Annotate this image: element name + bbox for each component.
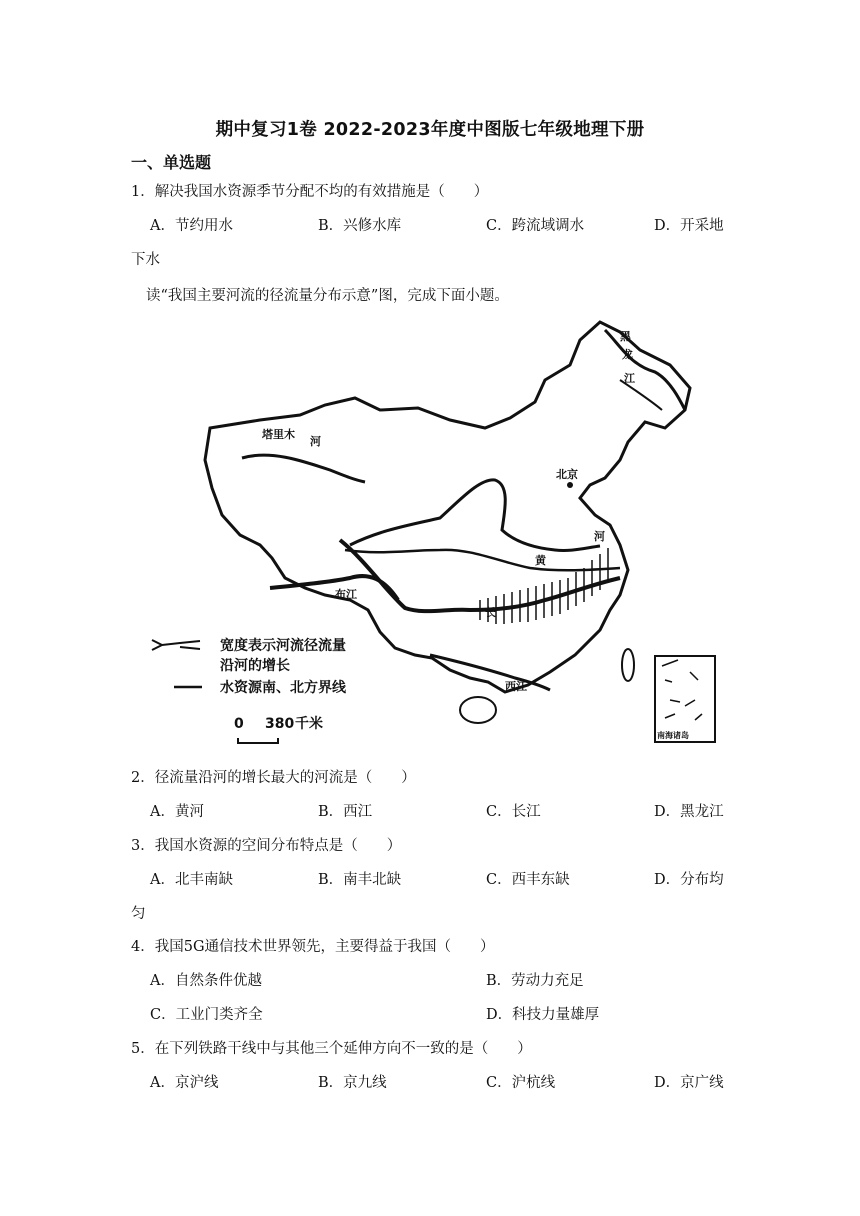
q4-option-b[interactable]: B．劳动力充足 [486, 973, 584, 989]
inset-label: 南海诸岛 [657, 731, 689, 740]
q4-option-c[interactable]: C．工业门类齐全 [150, 1007, 263, 1023]
q1-option-d[interactable]: D．开采地 [654, 218, 724, 234]
label-heilong-2: 龙 [622, 348, 633, 361]
q3-option-b[interactable]: B．南丰北缺 [318, 872, 402, 888]
legend-width-text-2: 沿河的增长 [220, 658, 290, 674]
china-map-figure [150, 310, 730, 750]
label-huang-he: 河 [594, 530, 605, 543]
taiwan-island [622, 649, 634, 681]
question-2-stem: 2．径流量沿河的增长最大的河流是（ ） [131, 770, 416, 786]
legend-width-text: 宽度表示河流径流量 [220, 638, 346, 654]
hainan-island [460, 697, 496, 723]
inset-frame [655, 656, 715, 742]
section-heading: 一、单选题 [131, 153, 212, 172]
label-beijing: 北京 [556, 468, 578, 481]
q1-option-b[interactable]: B．兴修水库 [318, 218, 402, 234]
page-title: 期中复习1卷 2022-2023年度中图版七年级地理下册 [215, 120, 645, 140]
q3-option-d[interactable]: D．分布均 [654, 872, 724, 888]
scale-value: 380 [265, 716, 295, 732]
map-legend [152, 637, 347, 743]
q5-option-d[interactable]: D．京广线 [654, 1075, 724, 1091]
q4-option-d[interactable]: D．科技力量雄厚 [486, 1007, 600, 1023]
river-runoff-map [150, 310, 730, 750]
q1-option-c[interactable]: C．跨流域调水 [486, 218, 585, 234]
q1-option-a[interactable]: A．节约用水 [150, 218, 233, 234]
question-4-stem: 4．我国5G通信技术世界领先，主要得益于我国（ ） [131, 939, 495, 955]
label-heilong-3: 江 [624, 372, 635, 385]
q3-option-a[interactable]: A．北丰南缺 [150, 872, 233, 888]
question-1-stem: 1．解决我国水资源季节分配不均的有效措施是（ ） [131, 184, 489, 200]
question-5-stem: 5．在下列铁路干线中与其他三个延伸方向不一致的是（ ） [131, 1041, 532, 1057]
q4-option-a[interactable]: A．自然条件优越 [150, 973, 262, 989]
q5-option-c[interactable]: C．沪杭线 [486, 1075, 556, 1091]
south-china-sea-inset [655, 656, 715, 742]
label-xijiang: 西江 [505, 680, 527, 693]
tarim-river [242, 455, 365, 482]
q2-option-a[interactable]: A．黄河 [150, 804, 204, 820]
china-outline [205, 322, 690, 692]
scale-unit: 千米 [295, 716, 323, 732]
label-chang: 长 [485, 606, 496, 619]
question-3-stem: 3．我国水资源的空间分布特点是（ ） [131, 838, 402, 854]
label-yarlung: 布江 [335, 588, 357, 601]
label-heilong-1: 黑 [620, 330, 631, 343]
north-south-boundary [345, 550, 620, 571]
label-tarim: 塔里木 [262, 428, 295, 441]
beijing-marker [567, 482, 573, 488]
legend-line-text: 水资源南、北方界线 [220, 680, 346, 696]
yellow-river [350, 480, 600, 551]
label-tarim-he: 河 [310, 435, 321, 448]
scale-bar [238, 738, 278, 743]
q5-option-a[interactable]: A．京沪线 [150, 1075, 219, 1091]
q2-option-d[interactable]: D．黑龙江 [654, 804, 724, 820]
q3-option-c[interactable]: C．西丰东缺 [486, 872, 570, 888]
q3-option-d-wrap: 匀 [131, 906, 146, 922]
label-huang: 黄 [535, 554, 546, 567]
scale-zero: 0 [234, 716, 244, 732]
q2-option-c[interactable]: C．长江 [486, 804, 541, 820]
q1-option-d-wrap: 下水 [131, 252, 160, 268]
legend-widening-symbol [152, 640, 200, 650]
inset-islands [662, 660, 702, 720]
map-intro: 读“我国主要河流的径流量分布示意”图，完成下面小题。 [146, 288, 509, 304]
q5-option-b[interactable]: B．京九线 [318, 1075, 387, 1091]
q2-option-b[interactable]: B．西江 [318, 804, 373, 820]
